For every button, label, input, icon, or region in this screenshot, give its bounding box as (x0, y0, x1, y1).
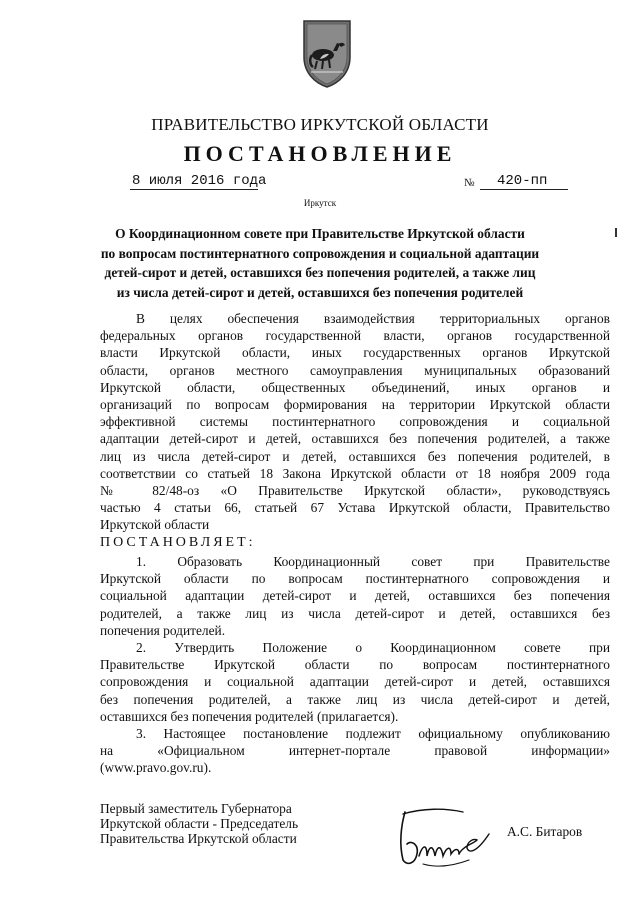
number-underline (480, 189, 568, 190)
text-line: социальной адаптации детей-сирот и детей, оставшихся без попечения (100, 588, 610, 604)
text-line: родителей, а также лиц из числа детей-сирот и детей, оставшихся без (100, 605, 610, 621)
decree-item-2 (100, 639, 610, 725)
text-line: 2. Утвердить Положение о Координационном совете при (136, 640, 610, 655)
text-line: области, органов местного самоуправления муниципальных образований (100, 362, 610, 378)
text-line: 3. Настоящее постановление подлежит официальному опубликованию (136, 726, 610, 741)
decree-item-3 (100, 725, 610, 777)
document-date: 8 июля 2016 года (132, 173, 267, 189)
signatory-position (100, 801, 298, 846)
title-line: О Координационном совете при Правительстве Иркутской области (115, 226, 525, 241)
text-line: эффективной системы постинтернатного сопровождения и социальной (100, 414, 610, 430)
text-line: частью 4 статьи 66, статьей 67 Устава Иркутской области, Правительство (100, 500, 610, 516)
text-line: лиц из числа детей-сирот и детей, оставшихся без попечения родителей, в (100, 448, 610, 464)
date-underline (130, 189, 258, 190)
decree-item-1 (100, 553, 610, 639)
position-line: Первый заместитель Губернатора (100, 801, 292, 816)
title-line: из числа детей-сирот и детей, оставшихся без попечения родителей (116, 284, 524, 300)
document-type: ПОСТАНОВЛЕНИЕ (183, 141, 457, 166)
position-line: Иркутской области - Председатель (100, 816, 299, 831)
margin-mark (615, 228, 617, 237)
text-line: без попечения родителей, а также лиц из числа детей-сирот и детей, (100, 691, 610, 707)
city-name: Иркутск (303, 198, 337, 208)
document-title (100, 224, 540, 302)
text-line: власти Иркутской области, иных государственных органов Иркутской (100, 345, 610, 361)
text-line: Иркутской области, общественных объединений, иных органов и (100, 379, 610, 395)
position-line: Правительства Иркутской области (100, 831, 297, 846)
text-line: оставшихся без попечения родителей (прилагается). (100, 708, 399, 724)
organization-name: ПРАВИТЕЛЬСТВО ИРКУТСКОЙ ОБЛАСТИ (151, 115, 489, 134)
text-line: Иркутской области (100, 517, 210, 533)
handwritten-signature-icon (393, 804, 493, 870)
text-line: федеральных органов государственной власти, органов государственной (100, 328, 610, 344)
text-line: адаптации детей-сирот и детей, оставшихся без попечения родителей, а также (100, 431, 610, 447)
text-line: (www.pravo.gov.ru). (100, 760, 212, 776)
text-line: В целях обеспечения взаимодействия территориальных органов (136, 311, 610, 326)
decides-heading: ПОСТАНОВЛЯЕТ: (100, 535, 256, 550)
text-line: Иркутской области по вопросам постинтернатного сопровождения и (100, 571, 610, 587)
number-sign: № (464, 177, 475, 189)
preamble-paragraph (100, 310, 610, 534)
text-line: 1. Образовать Координационный совет при Правительстве (136, 554, 610, 569)
text-line: на «Официальном интернет-портале правовой информации» (100, 743, 610, 759)
title-line: детей-сирот и детей, оставшихся без попечения родителей, а также лиц (104, 265, 536, 280)
title-line: по вопросам постинтернатного сопровождения и социальной адаптации (100, 245, 540, 261)
coat-of-arms-icon (299, 17, 355, 89)
text-line: Правительстве Иркутской области по вопросам постинтернатного (100, 657, 610, 673)
text-line: организаций по вопросам формирования на территории Иркутской области (100, 397, 610, 413)
signatory-name: А.С. Битаров (507, 824, 583, 839)
text-line: сопровождения и социальной адаптации детей-сирот и детей, оставшихся (100, 674, 610, 690)
text-line: попечения родителей. (100, 622, 226, 638)
document-number: 420-пп (497, 173, 548, 189)
text-line: соответствии со статьей 18 Закона Иркутской области от 18 ноября 2009 года (100, 465, 610, 481)
text-line: № 82/48-оз «О Правительстве Иркутской области», руководствуясь (100, 483, 610, 499)
